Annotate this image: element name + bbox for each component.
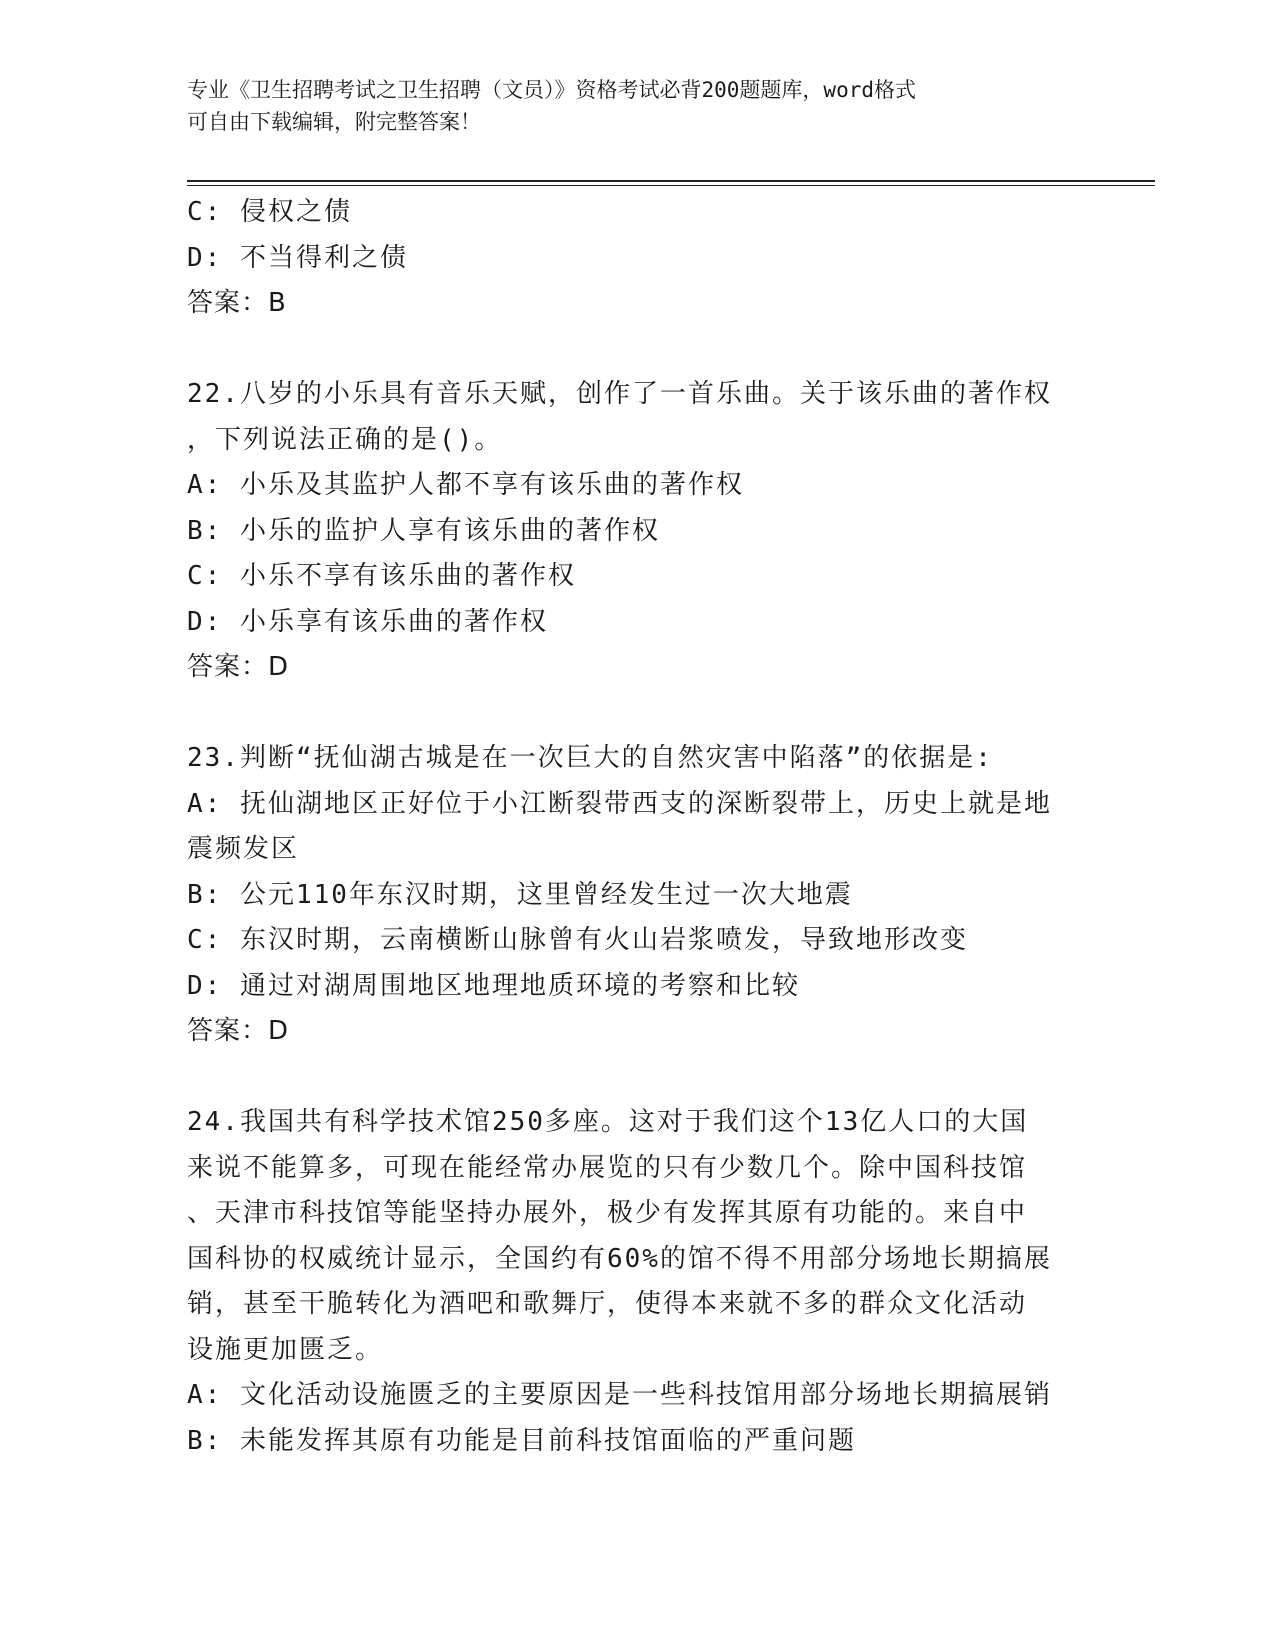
page-header	[187, 74, 1087, 138]
header-divider-thin	[187, 185, 1155, 186]
option-b: B: 小乐的监护人享有该乐曲的著作权	[187, 515, 660, 546]
question-content	[187, 190, 1087, 1464]
header-title-line-1: 专业《卫生招聘考试之卫生招聘（文员）》资格考试必背200题题库，word格式	[187, 78, 916, 102]
question-stem-line: 22.八岁的小乐具有音乐天赋，创作了一首乐曲。关于该乐曲的著作权	[187, 379, 1052, 409]
question-gap	[187, 327, 1087, 373]
option-b: B: 公元110年东汉时期，这里曾经发生过一次大地震	[187, 879, 853, 910]
answer-line: 答案：D	[187, 652, 290, 682]
option-a-continuation: 震频发区	[187, 834, 300, 864]
option-b: B: 未能发挥其原有功能是目前科技馆面临的严重问题	[187, 1425, 856, 1456]
option-c: C: 东汉时期，云南横断山脉曾有火山岩浆喷发，导致地形改变	[187, 925, 968, 955]
question-stem-line: 销，甚至干脆转化为酒吧和歌舞厅，使得本来就不多的群众文化活动	[187, 1289, 1028, 1319]
header-divider-thick	[187, 180, 1155, 182]
question-24	[187, 1100, 1087, 1464]
question-stem-line: 来说不能算多，可现在能经常办展览的只有少数几个。除中国科技馆	[187, 1152, 1028, 1183]
question-stem-line: ，下列说法正确的是()。	[187, 424, 503, 455]
question-stem-line: 24.我国共有科学技术馆250多座。这对于我们这个13亿人口的大国	[187, 1107, 1029, 1137]
question-stem-line: 设施更加匮乏。	[187, 1334, 384, 1365]
option-a: A: 文化活动设施匮乏的主要原因是一些科技馆用部分场地长期搞展销	[187, 1380, 1052, 1410]
option-c: C: 侵权之债	[187, 197, 352, 227]
question-stem-line: 23.判断“抚仙湖古城是在一次巨大的自然灾害中陷落”的依据是:	[187, 743, 993, 773]
question-23	[187, 736, 1087, 1055]
question-gap	[187, 691, 1087, 737]
option-a: A: 小乐及其监护人都不享有该乐曲的著作权	[187, 470, 744, 500]
question-stem-line: 国科协的权威统计显示，全国约有60%的馆不得不用部分场地长期搞展	[187, 1243, 1052, 1274]
question-stem-line: 、天津市科技馆等能坚持办展外，极少有发挥其原有功能的。来自中	[187, 1198, 1028, 1228]
header-title-line-2: 可自由下载编辑，附完整答案！	[187, 110, 481, 134]
answer-line: 答案：B	[187, 288, 287, 318]
question-22	[187, 372, 1087, 691]
option-d: D: 不当得利之债	[187, 242, 408, 273]
option-d: D: 小乐享有该乐曲的著作权	[187, 606, 548, 637]
option-a: A: 抚仙湖地区正好位于小江断裂带西支的深断裂带上，历史上就是地	[187, 788, 1052, 819]
answer-line: 答案：D	[187, 1016, 290, 1046]
question-gap	[187, 1055, 1087, 1101]
option-c: C: 小乐不享有该乐曲的著作权	[187, 561, 576, 591]
question-21-fragment	[187, 190, 1087, 327]
option-d: D: 通过对湖周围地区地理地质环境的考察和比较	[187, 970, 800, 1001]
